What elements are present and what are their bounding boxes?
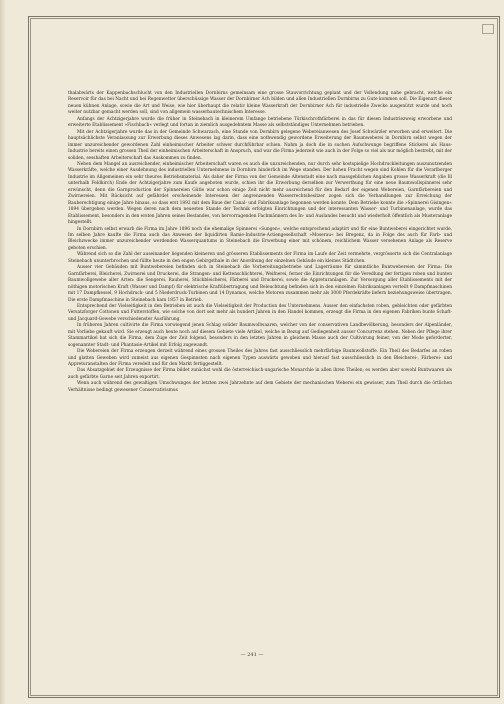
paragraph: Während sich so die Zahl der auseinander liegenden kleineren und grösseren Etablissements der Firma im Laufe der Zeit vermehrte, vergrösserte sich die Centralanlage Steinebach ununterbrochen und füllte heute in den engen Gebirgsthale in der Anordnung der einzelnen Gebäude ein kleines Städtchen.	[68, 252, 452, 264]
paragraph: Das Absatzgebiet der Erzeugnisse der Firma bildet zunächst wohl die österreichisch-ungarische Monarchie in allen ihren Theilen; es werden aber sowohl Buntwaaren als auch gefärbte Garne seit Jahren exportirt.	[68, 368, 452, 380]
paragraph: Ausser vier Gebäuden mit Buntwebereien befinden sich in Steinebach die Vorbereitungsbetriebe und Lagerräume für sämmtliche Buntwebereien der Firma: Die Garnfärberei, Bleicherei, Zwirnerei und Druckerei, die Strangen- und Kettenschlichterei, Weifnerei, ferner die Einrichtungen für die Veredlung der fertigen roben und bunten Baumwollgewebe aller Arten: die Sengerei, Rauherei, Stückbleicherei, Färberei und Druckerei, sowie die Appreturanlagen. Zur Versorgung aller Etablissements mit der nöthigen motorischen Kraft (Wasser und Dampf) für elektrische Kraftübertragung und Beleuchtung befinden sich in den einzelnen Fabriksanlagen verteilt 9 Dampfmaschinen mit 17 Dampfkessel, 9 Hochdruck- und 5 Niederdruck-Turbinen und 14 Dynamos, welche Motoren zusammen mehr als 3000 Pferdekräfte liefern beziehungsweise übertragen. Die erste Dampfmaschine in Steinebach kam 1857 in Betrieb.	[68, 265, 452, 303]
paragraph: Entsprechend der Vielseitigkeit in den Betrieben ist auch die Vielseitigkeit der Production des Unternehmens. Ausser den einfachsten roben, gebleichten oder gefärbten Versatzforger Cottonen und Futterstoffen, wie solche von dort seit mehr als hundert Jahren in den Handel kommen, erzeugt die Firma in den eigenen Fabriken bunte Schaft- und Jacquard-Gewebe verschiedenster Ausführung.	[68, 303, 452, 322]
paragraph: Die Webereien der Firma erzeugen derzeit während eines grossen Theiles des Jahres fast ausschliesslich mehrfärbige Baumwollstoffe. Ein Theil des Bedarfes an roben und glatten Geweben wird zumeist aus eigenen Gespinnsten nach eigenen Typen auswärts gewoben und hierauf fast ausschliesslich in den Bleicherei-, Färberei- und Appreturanstalten der Firma veredelt und für den Markt fertiggestellt.	[68, 349, 452, 368]
paragraph: Wenn auch während des gewaltigen Umschwunges der letzten zwei Jahrzehnte auf dem Gebiete der mechanischen Weberei ein gewisser, zum Theil durch die örtlichen Verhältnisse bedingt gewesener Conservativismus	[68, 381, 452, 393]
paragraph: In früheren Jahren cultivirte die Firma vorwiegend jenen Schlag solider Baumwollwaaren, welcher von der conservativen Landbevölkerung, besonders der Alpenländer, mit Vorliebe gekauft wird. Sie erzeugt auch heute noch auf diesem Gebiete viele Artikel, welche in Bezug auf Gediegenheit ausser Concurrenz stehen. Neben der Pflege ihrer Stammartikel hat sich die Firma, dem Zuge der Zeit folgend, besonders in den letzten Jahren in gleichem Masse auch der Cultivirung feiner, von der Mode geforderter, sogenannter Stadt- und Phantasie-Artikel mit Erfolg zugewandt.	[68, 323, 452, 348]
paragraph: In Dornbirn selbst erwarb die Firma im Jahre 1896 noch die ehemalige Spinnerei »Sungen«, welche entsprechend adaptirt und für eine Buntweberei eingerichtet wurde. Im selben Jahre kaufte die Firma auch das Anwesen der liquidirten Ramie-Industrie-Actiengesellschaft »Moserau« bei Bregenz, da in Folge des auch für Farb- und Bleichzwecke immer unzureichender werdenden Wasserquantums in Steinebach die Erwerbung einer mit schönem, reichlichem Wasser versehenen Anlage als Reserve geboten erschien.	[68, 226, 452, 251]
paragraph: Anfangs der Achtzigerjahre wurde die früher in Steinebach in kleinerem Umfange betriebene Türkischrothfärberei in das für diesen Industriezweig erworbene und erweiterte Etablissement »Fischbach« verlegt und fortan in ziemlich ausgedehntem Masse als selbstständiges Unternehmen betrieben.	[68, 116, 452, 129]
page-number: — 241 —	[240, 652, 264, 658]
paragraph: thalabwärts der Kappenbachschlucht von den Industriellen Dornbirns gemeinsam eine grosse Stauvorrichtung geplant und der Vollendung nahe gebracht, welche ein Reservoir für das bei Nacht und bei Regenwetter überschüssige Wasser der Dornbirner Ach bilden und allen Industriellen Dornbirns zu Gute kommen soll. Die Eigenart dieser neuen kühnen Anlage, sowie die Art und Weise, wie hier überhaupt die relativ kleine Wasserkraft der Dornbirner Ach für industrielle Zwecke ausgenützt wurde und noch weiter nutzbar gemacht werden soll, sind von allgemein wasserbautechnischem Interesse.	[68, 91, 452, 116]
corner-mark	[482, 24, 494, 34]
paragraph: Neben dem Mangel an ausreichender, einheimischer Arbeiterschaft waren es auch die unzureichenden, nur durch sehr kostspielige Hochdruckleitungen auszunutzenden Wasserkräfte, welche einer Ausdehnung des industriellen Unternehmens in Dornbirn hinderlich im Wege standen. Der hohen Fracht wegen sind Kohlen für die Vorarlberger Industrie im Allgemeinen ein sehr theures Betriebsmaterial. Als daher der Firma von der Gemeinde Altenstadt eine nach massgeblichen Angaben grosse Wasserkraft (die Ill unterhalb Feldkirch) Ende der Achtzigerjahre zum Kaufe angeboten wurde, schien ihr die Erwerbung derselben zur Verwerthung für eine neue Baumwollspinnerei sehr erwünscht, denn die Garnproduction der Spinnereien Gütle war schon einige Zeit nicht mehr ausreichend für den Bedarf der eigenen Webereien, Garnfärbereien und Zwirnereien. Mit Rücksicht auf gefährdet erscheinende Interessen der angrenzenden Wasserrechtsbesitzer zogen sich die Verhandlungen zur Erreichung der Bauberechtigung einige Jahre hinaus, so dass erst 1892 mit dem Baue der Canal- und Fabriksanlage begonnen werden konnte. Dem Betriebe konnte die »Spinnerei Gisingen« 1894 übergeben werden. Wegen deren nach dem neuesten Stande der Technik erfolgten Einrichtungen und der interessanten Wasser- und Turbinenanlage, wurde das Etablissement, besonders in den ersten Jahren seines Bestandes, von hervorragenden Fachmännern des In- und Auslandes besucht und wiederholt öffentlich als Musteranlage hingestellt.	[68, 161, 452, 226]
paragraph: Mit der Achtzigerjahre wurde das in der Gemeinde Schwarzach, eine Stunde von Dornbirn gelegene Webereianwesen des Josef Schwärzler erworben und erweitert. Die hauptsächlichste Veranlassung zur Erwerbung dieses Anwesens lag darin, dass eine nothwendig gewordene Erweiterung der Baumweberei in Dornbirn selbst wegen der immer unzureichender gewordenen Zahl einheimischer Arbeiter schwer durchführbar schien. Nahm ja doch die in suchen Aufschwunge begriffene Stickerei als Haus-Industrie bereits einen grossen Theil der einheimischen Arbeiterschaft in Anspruch, und war die Firma jederzeit wie auch in der Folge so viel als nur möglich bestrebt, mit der soliden, sesshaften Arbeiterschaft das Auskommen zu finden.	[68, 129, 452, 161]
page-binding-edge	[0, 0, 6, 704]
body-text	[68, 91, 452, 394]
